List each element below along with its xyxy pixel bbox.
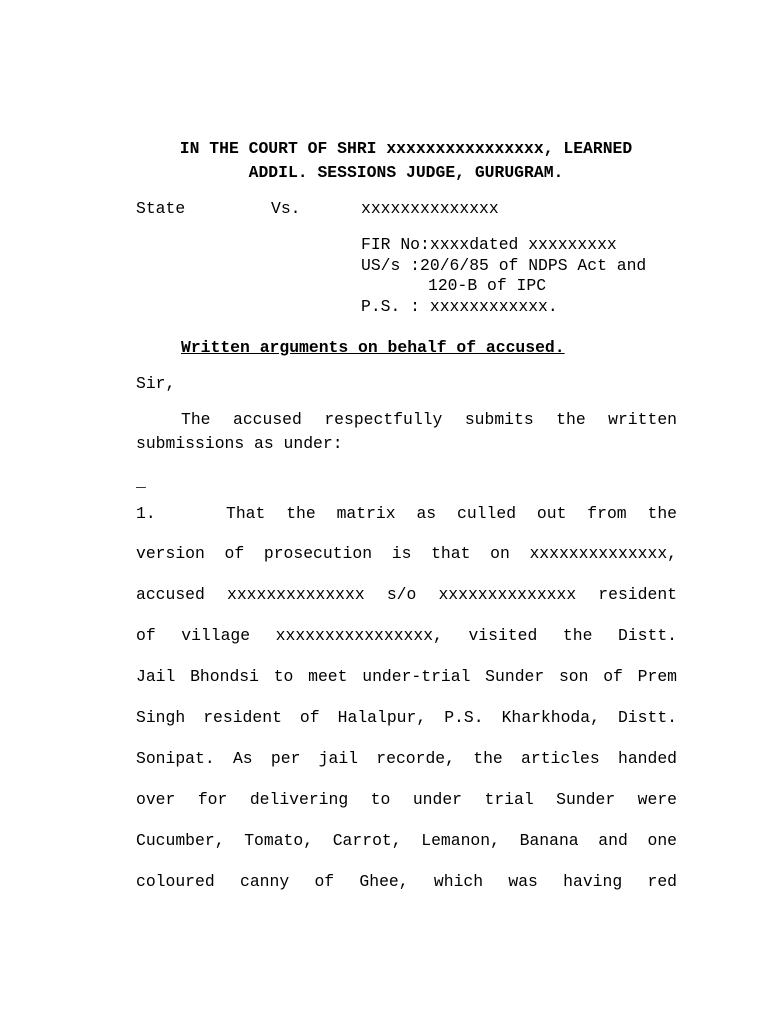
paragraph-line: Cucumber, Tomato, Carrot, Lemanon, Banana and one <box>136 831 677 850</box>
paragraph-number: 1. <box>136 504 156 523</box>
party-accused: xxxxxxxxxxxxxx <box>361 199 499 218</box>
salutation: Sir, <box>136 374 176 393</box>
court-heading-line-1: IN THE COURT OF SHRI xxxxxxxxxxxxxxxx, LEARNED <box>179 139 633 158</box>
separator: _ <box>136 472 146 491</box>
paragraph-line: Sonipat. As per jail recorde, the articles handed <box>136 749 677 768</box>
intro-line-2: submissions as under: <box>136 434 343 453</box>
fir-number: FIR No:xxxxdated xxxxxxxxx <box>361 235 617 254</box>
sections-line-2: 120-B of IPC <box>428 276 547 295</box>
paragraph-line: That the matrix as culled out from the <box>226 504 677 523</box>
paragraph-line: of village xxxxxxxxxxxxxxxx, visited the Distt. <box>136 626 677 645</box>
document-title: Written arguments on behalf of accused. <box>181 338 565 357</box>
paragraph-line: accused xxxxxxxxxxxxxx s/o xxxxxxxxxxxxxx resident <box>136 585 677 604</box>
paragraph-line: coloured canny of Ghee, which was having red <box>136 872 677 891</box>
paragraph-line: Singh resident of Halalpur, P.S. Kharkhoda, Distt. <box>136 708 677 727</box>
sections-line-1: US/s :20/6/85 of NDPS Act and <box>361 256 647 275</box>
court-heading-line-2: ADDIL. SESSIONS JUDGE, GURUGRAM. <box>248 163 564 182</box>
party-state: State <box>136 199 186 218</box>
police-station: P.S. : xxxxxxxxxxxx. <box>361 297 558 316</box>
paragraph-line: version of prosecution is that on xxxxxxxxxxxxxx, <box>136 544 677 563</box>
intro-line-1: The accused respectfully submits the written <box>181 410 677 429</box>
party-versus: Vs. <box>271 199 301 218</box>
paragraph-line: Jail Bhondsi to meet under-trial Sunder son of Prem <box>136 667 677 686</box>
paragraph-line: over for delivering to under trial Sunder were <box>136 790 677 809</box>
